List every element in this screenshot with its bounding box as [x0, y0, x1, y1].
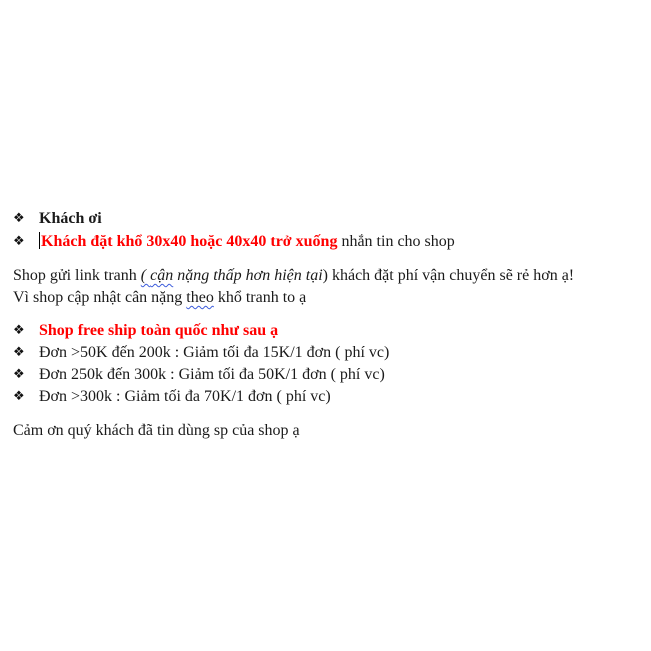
greeting-text: Khách ơi	[39, 210, 102, 227]
text-cursor	[39, 232, 40, 249]
diamond-bullet-icon: ❖	[13, 211, 25, 226]
free-ship-heading: Shop free ship toàn quốc như sau ạ	[39, 322, 279, 339]
diamond-bullet-icon: ❖	[13, 234, 25, 249]
ship-tier-3: Đơn >300k : Giảm tối đa 70K/1 đơn ( phí vc)	[39, 388, 331, 405]
size-note-rest: nhắn tin cho shop	[337, 233, 455, 250]
ship-tier-1: Đơn >50K đến 200k : Giảm tối đa 15K/1 đơn ( phí vc)	[39, 344, 390, 361]
diamond-bullet-icon: ❖	[13, 389, 25, 404]
diamond-bullet-icon: ❖	[13, 367, 25, 382]
size-note-line	[39, 232, 455, 252]
ship-tier-2: Đơn 250k đến 300k : Giảm tối đa 50K/1 đơn ( phí vc)	[39, 366, 385, 383]
paragraph-text: theo	[186, 289, 214, 306]
size-note-highlight: Khách đặt khổ 30x40 hoặc 40x40 trở xuống	[41, 233, 338, 250]
paragraph-text: cận	[150, 267, 174, 284]
paragraph-text: Shop gửi link tranh	[13, 267, 141, 284]
paragraph-text: khổ tranh to ạ	[213, 289, 307, 306]
paragraph-text: Vì shop cập nhật cân nặng	[13, 289, 187, 306]
paragraph-text: (	[140, 267, 151, 284]
paragraph-line-2	[13, 288, 306, 310]
diamond-bullet-icon: ❖	[13, 345, 25, 360]
paragraph-text: ) khách đặt phí vận chuyển sẽ rẻ hơn ạ!	[322, 267, 575, 284]
closing-text: Cảm ơn quý khách đã tin dùng sp của shop ạ	[13, 422, 300, 439]
paragraph-line-1	[13, 266, 574, 288]
diamond-bullet-icon: ❖	[13, 323, 25, 338]
paragraph-text: nặng thấp hơn hiện tại	[173, 267, 323, 284]
